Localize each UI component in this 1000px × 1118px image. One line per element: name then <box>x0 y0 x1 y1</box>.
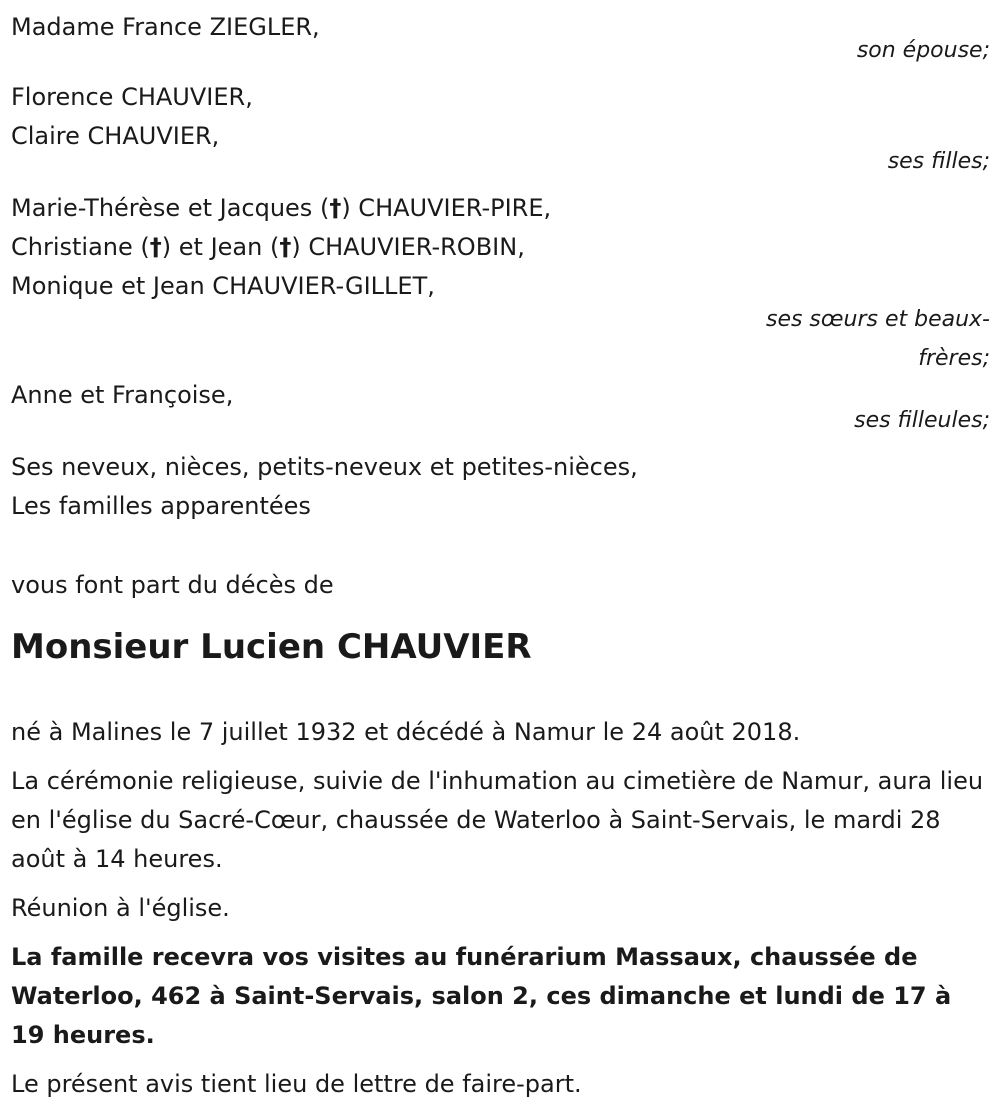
daughter-name: Claire CHAUVIER, <box>11 122 220 150</box>
meeting-place: Réunion à l'église. <box>11 894 230 922</box>
goddaughters-names: Anne et Françoise, <box>11 381 234 409</box>
cross-icon: † <box>329 194 342 222</box>
birth-death-dates: né à Malines le 7 juillet 1932 et décédé à Namur le 24 août 2018. <box>11 718 801 746</box>
daughters-role: ses filles; <box>887 149 990 174</box>
relatives-line: Ses neveux, nièces, petits-neveux et petites-nièces, <box>11 453 638 481</box>
sibling-line: Monique et Jean CHAUVIER-GILLET, <box>11 272 435 300</box>
announcement-intro: vous font part du décès de <box>11 571 334 599</box>
daughter-name: Florence CHAUVIER, <box>11 83 253 111</box>
deceased-name: Monsieur Lucien CHAUVIER <box>11 627 532 667</box>
obituary-notice <box>11 8 990 1104</box>
cross-icon: † <box>149 233 162 261</box>
sibling-line: Christiane (†) et Jean (†) CHAUVIER-ROBIN, <box>11 233 525 261</box>
closing-note: Le présent avis tient lieu de lettre de faire-part. <box>11 1070 582 1098</box>
ceremony-details: La cérémonie religieuse, suivie de l'inhumation au cimetière de Namur, aura lieu en l'église du Sacré-Cœur, chaussée de Waterloo à Saint-Servais, le mardi 28 août à 14 heures. <box>11 767 984 873</box>
cross-icon: † <box>279 233 292 261</box>
spouse-name: Madame France ZIEGLER, <box>11 13 320 41</box>
spouse-role: son épouse; <box>856 38 990 63</box>
visits-info: La famille recevra vos visites au funérarium Massaux, chaussée de Waterloo, 462 à Saint-Servais, salon 2, ces dimanche et lundi de 17 à 19 heures. <box>11 943 952 1049</box>
siblings-role: ses sœurs et beaux-frères; <box>765 307 990 371</box>
goddaughters-role: ses filleules; <box>854 408 990 433</box>
relatives-line: Les familles apparentées <box>11 492 311 520</box>
sibling-line: Marie-Thérèse et Jacques (†) CHAUVIER-PIRE, <box>11 194 552 222</box>
